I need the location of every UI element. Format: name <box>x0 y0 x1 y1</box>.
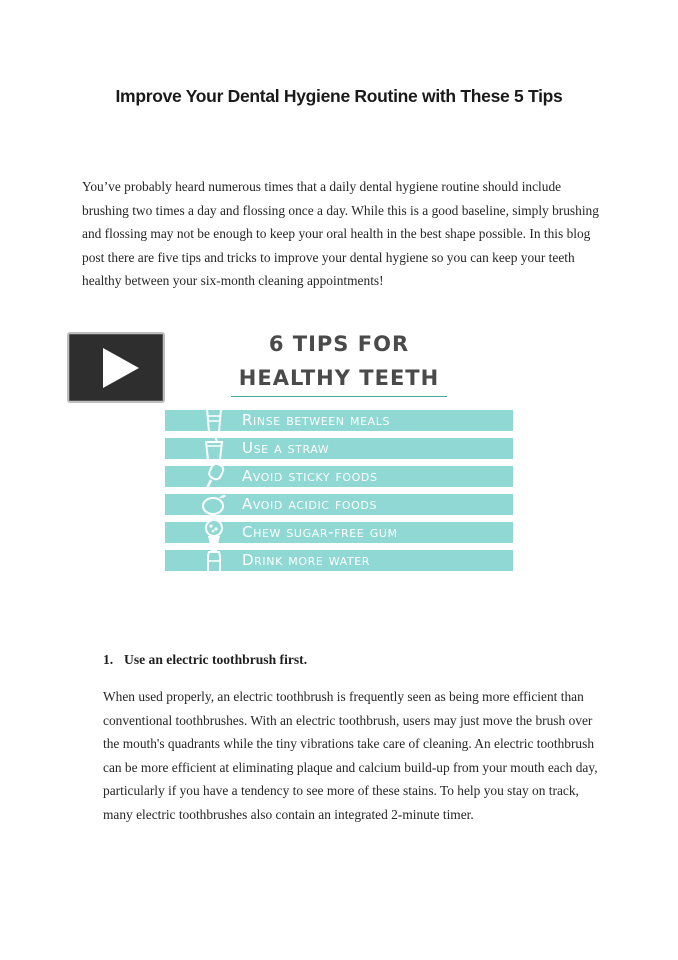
tip-label: Drink more water <box>242 551 371 569</box>
water-glass-icon <box>201 406 227 434</box>
tip-row <box>165 466 513 487</box>
tip-label: Chew sugar-free gum <box>242 523 398 541</box>
tip-label: Avoid acidic foods <box>242 495 378 513</box>
section-heading-text: Use an electric toothbrush first. <box>124 652 308 667</box>
lemon-icon <box>201 490 227 518</box>
tip-row <box>165 550 513 571</box>
tip-row <box>165 494 513 515</box>
tips-infographic <box>165 330 513 575</box>
intro-paragraph: You’ve probably heard numerous times that a daily dental hygiene routine should include brushing two times a day and flossing once a day. While this is a good baseline, simply brushing and flossing may not be enough to keep your oral health in the best shape possible. In this blog post there are five tips and tricks to improve your dental hygiene so you can keep your teeth healthy between your six-month cleaning appointments! <box>82 179 599 289</box>
tip-label: Use a straw <box>242 439 330 457</box>
tip-row <box>165 522 513 543</box>
section-heading <box>103 652 307 668</box>
section-paragraph: When used properly, an electric toothbrush is frequently seen as being more efficient than conventional toothbrushes. With an electric toothbrush, users may just move the brush over the mouth's quadrants while the tiny vibrations take care of cleaning. An electric toothbrush can be more efficient at eliminating plaque and calcium build-up from your mouth each day, particularly if you have a tendency to see more of these stains. To help you stay on track, many electric toothbrushes also contain an integrated 2-minute timer. <box>103 689 598 822</box>
water-bottle-icon <box>201 546 227 574</box>
section-number: 1. <box>103 652 114 667</box>
popsicle-icon <box>201 462 227 490</box>
tip-row <box>165 410 513 431</box>
tip-label: Avoid sticky foods <box>242 467 378 485</box>
infographic-divider <box>231 396 447 397</box>
tip-row <box>165 438 513 459</box>
video-play-button[interactable] <box>67 332 165 403</box>
document-title: Improve Your Dental Hygiene Routine with These 5 Tips <box>115 86 563 106</box>
infographic-title-line2: HEALTHY TEETH <box>238 366 440 390</box>
play-icon <box>103 348 139 388</box>
straw-cup-icon <box>201 434 227 462</box>
infographic-title-line1: 6 TIPS FOR <box>268 332 410 356</box>
gum-machine-icon <box>201 518 227 546</box>
tip-label: Rinse between meals <box>242 411 391 429</box>
